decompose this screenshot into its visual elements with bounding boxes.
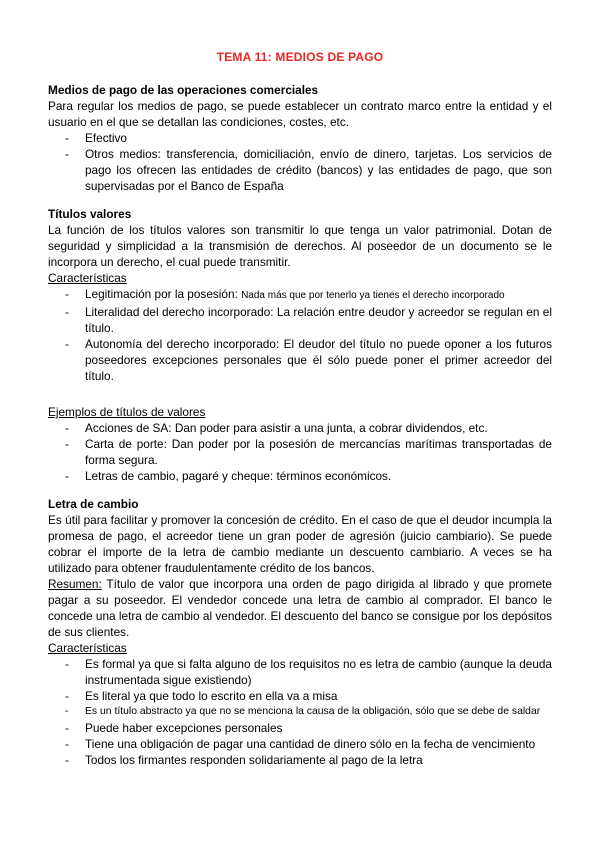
list-caracteristicas-letra	[48, 656, 552, 768]
list-item: - Tiene una obligación de pagar una cantidad de dinero sólo en la fecha de vencimiento	[65, 736, 552, 752]
list-item: - Autonomía del derecho incorporado: El deudor del título no puede oponer a los futuros poseedores excepciones personales que él sólo puede poner el primer acreedor del título.	[65, 336, 552, 384]
list-item: - Literalidad del derecho incorporado: La relación entre deudor y acreedor se regulan en el título.	[65, 304, 552, 336]
list-item: - Todos los firmantes responden solidariamente al pago de la letra	[65, 752, 552, 768]
list-medios-pago	[48, 130, 552, 194]
subheading-caracteristicas-letra: Características	[48, 641, 127, 655]
list-caracteristicas-titulos	[48, 286, 552, 384]
list-item: - Otros medios: transferencia, domiciliación, envío de dinero, tarjetas. Los servicios de pago los ofrecen las entidades de crédito (bancos) y las entidades de pago, que son supervisadas por el Banco de España	[65, 146, 552, 194]
list-item: - Es formal ya que si falta alguno de los requisitos no es letra de cambio (aunque la deuda instrumentada sigue existiendo)	[65, 656, 552, 688]
section-heading-titulos-valores: Títulos valores	[48, 207, 132, 221]
item-main-text: Legitimación por la posesión:	[85, 287, 242, 301]
section-intro-letra-cambio: Es útil para facilitar y promover la concesión de crédito. En el caso de que el deudor incumpla la promesa de pago, el acreedor tiene un gran poder de agresión (juicio cambiario). Se puede cobrar el importe de la letra de cambio mediante un descuento cambiario. A veces se ha utilizado para obtener fraudulentamente crédito de los bancos.	[48, 513, 552, 575]
list-item	[65, 286, 552, 304]
list-ejemplos	[48, 420, 552, 484]
list-item: - Puede haber excepciones personales	[65, 720, 552, 736]
subheading-caracteristicas: Características	[48, 271, 127, 285]
item-small-text: Nada más que por tenerlo ya tienes el derecho incorporado	[241, 290, 505, 301]
resumen-paragraph	[48, 576, 552, 640]
list-item: - Acciones de SA: Dan poder para asistir a una junta, a cobrar dividendos, etc.	[65, 420, 552, 436]
section-intro-titulos-valores: La función de los títulos valores son transmitir lo que tenga un valor patrimonial. Dotan de seguridad y simplicidad a la transmisión de derechos. Al poseedor de un documento se le incorpora un derecho, el cual puede transmitir.	[48, 223, 552, 269]
section-heading-letra-cambio: Letra de cambio	[48, 497, 139, 511]
section-heading-medios-pago: Medios de pago de las operaciones comerciales	[48, 83, 319, 97]
section-intro-medios-pago: Para regular los medios de pago, se puede establecer un contrato marco entre la entidad y el usuario en el que se detallan las condiciones, costes, etc.	[48, 99, 552, 129]
list-item: - Es literal ya que todo lo escrito en ella va a misa	[65, 688, 552, 704]
list-item: - Letras de cambio, pagaré y cheque: términos económicos.	[65, 468, 552, 484]
subheading-ejemplos: Ejemplos de títulos de valores	[48, 405, 206, 419]
list-item: - Es un título abstracto ya que no se menciona la causa de la obligación, sólo que se debe de saldar	[65, 704, 552, 720]
resumen-text: Título de valor que incorpora una orden de pago dirigida al librado y que promete pagar a su poseedor. El vendedor concede una letra de cambio al comprador. El banco le concede una letra de cambio al vendedor. El descuento del banco se consigue por los depósitos de sus clientes.	[48, 577, 552, 639]
list-item: - Carta de porte: Dan poder por la posesión de mercancías marítimas transportadas de forma segura.	[65, 436, 552, 468]
page-title: TEMA 11: MEDIOS DE PAGO	[216, 50, 384, 64]
list-item: - Efectivo	[65, 130, 552, 146]
resumen-label: Resumen:	[48, 577, 102, 591]
